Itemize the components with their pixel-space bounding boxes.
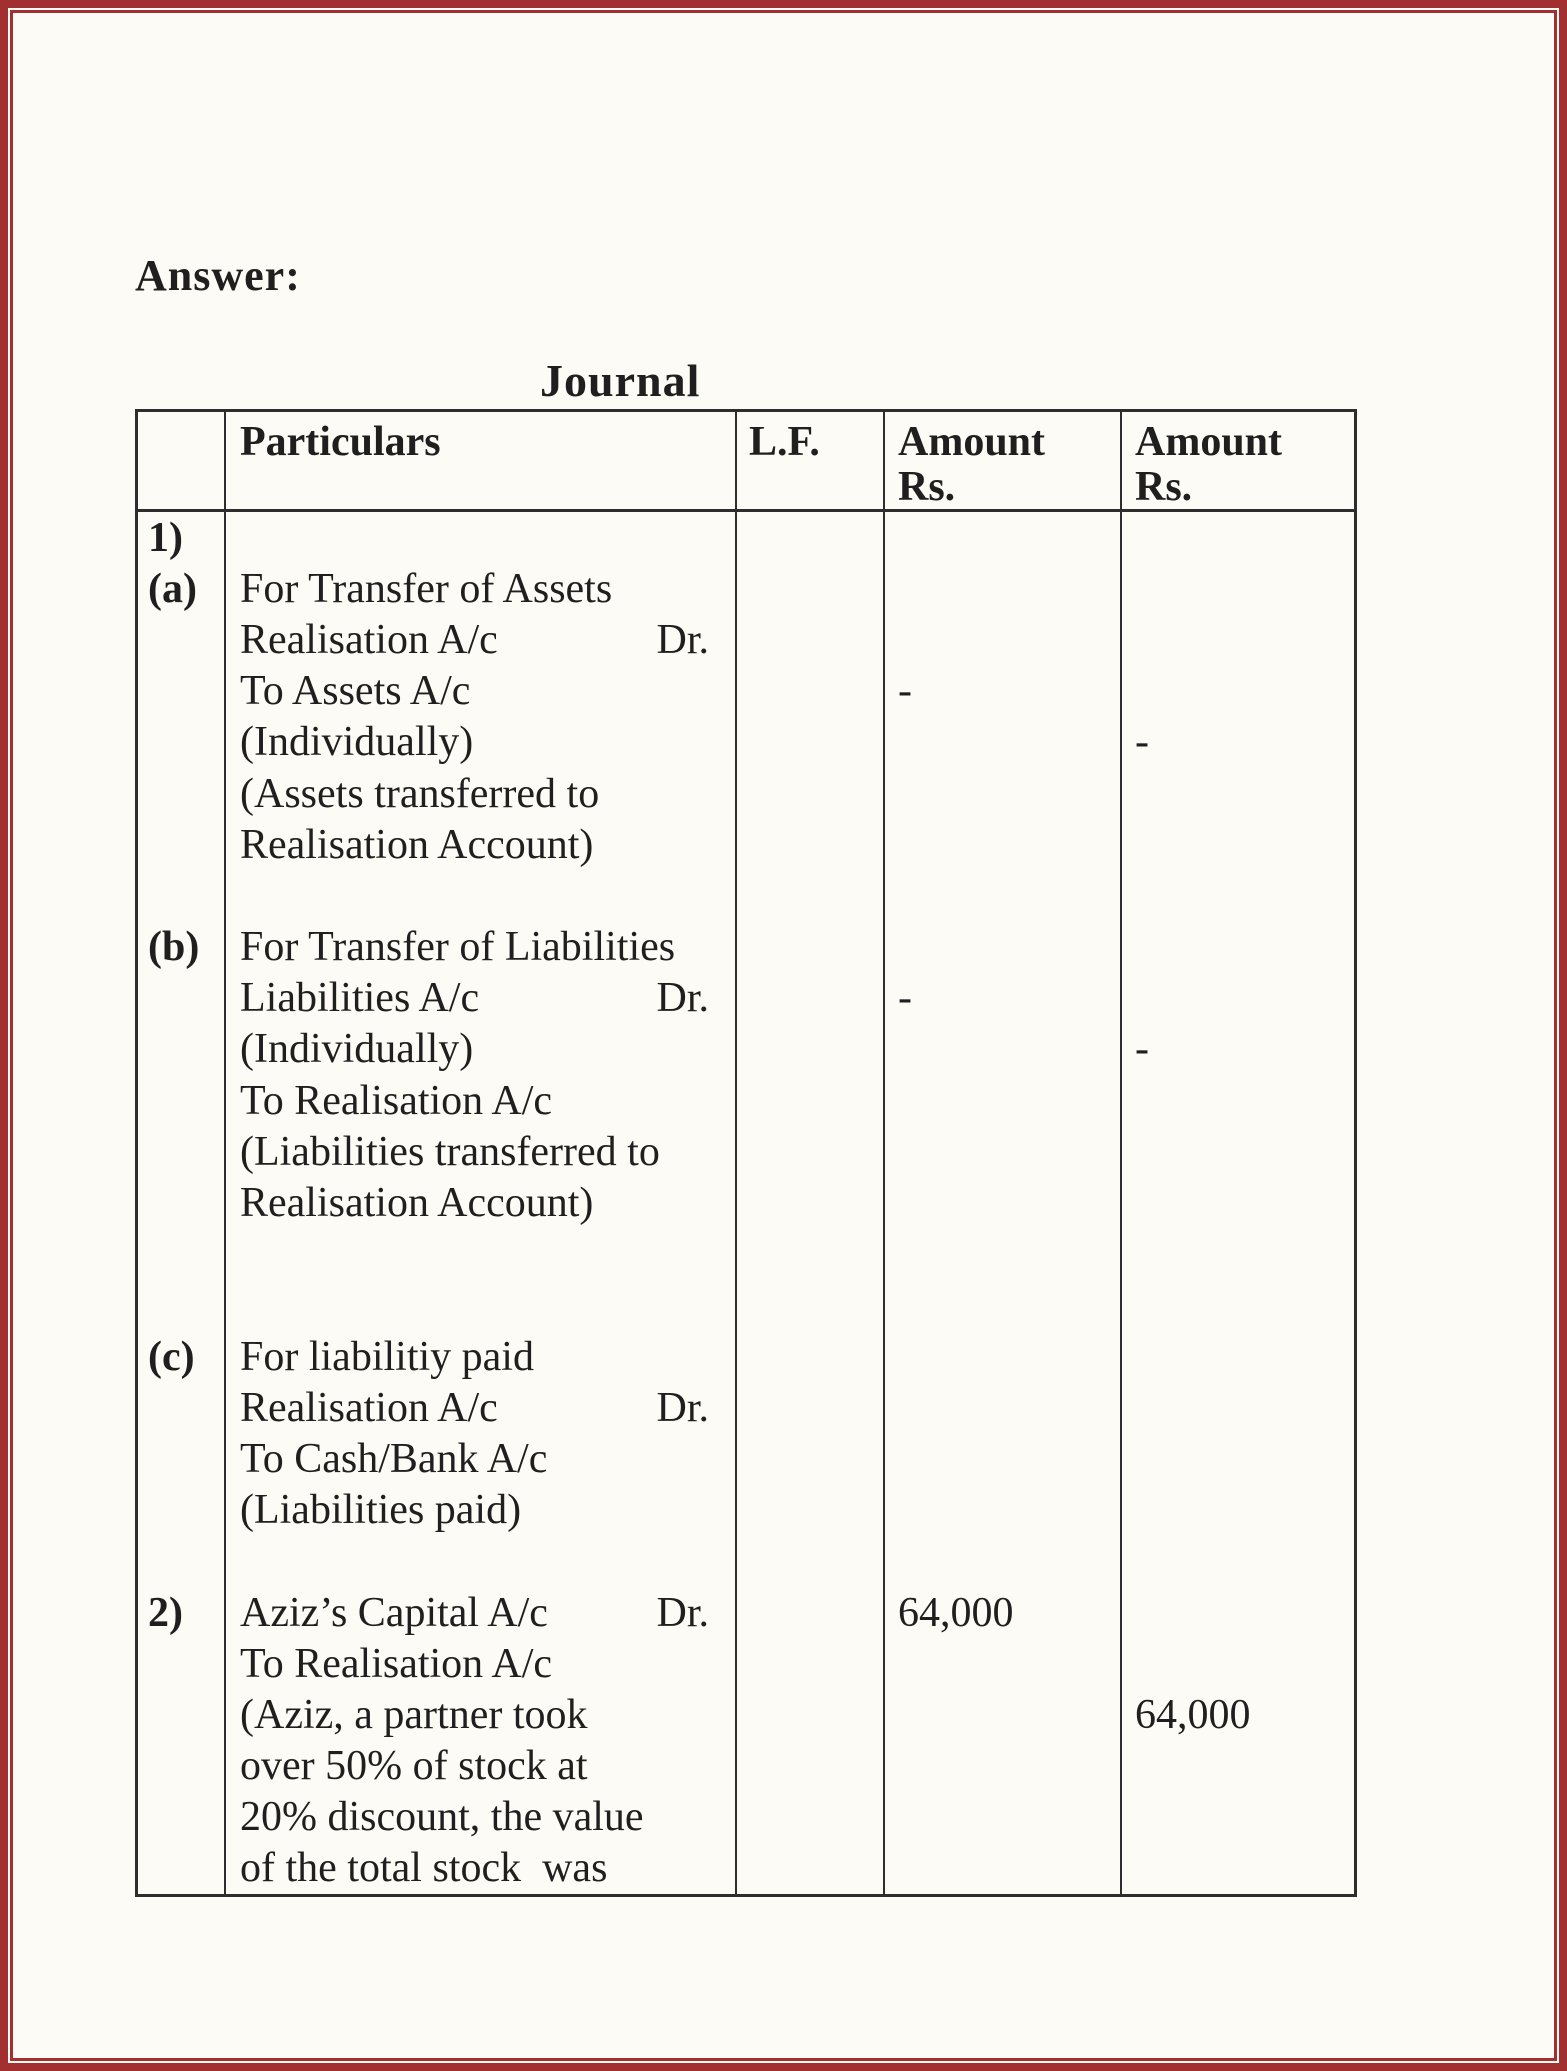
particulars-cell xyxy=(226,1689,737,1740)
amount-debit-cell xyxy=(885,1689,1122,1740)
lf-cell xyxy=(737,1741,885,1792)
amount-debit-cell xyxy=(885,1177,1122,1228)
entry-no-cell xyxy=(138,1792,226,1843)
table-row xyxy=(138,1843,1354,1894)
amount-credit-cell xyxy=(1122,922,1354,973)
amount-debit-cell xyxy=(885,768,1122,819)
journal-table xyxy=(135,409,1357,1897)
amount-credit-cell xyxy=(1122,1638,1354,1689)
particulars-cell xyxy=(226,717,737,768)
lf-cell xyxy=(737,614,885,665)
lf-cell xyxy=(737,512,885,563)
entry-no-cell xyxy=(138,1024,226,1075)
amount-credit-cell xyxy=(1122,1536,1354,1587)
particulars-text: (Individually) xyxy=(240,1026,474,1073)
particulars-cell xyxy=(226,512,737,563)
table-row xyxy=(138,870,1354,921)
lf-cell xyxy=(737,1792,885,1843)
amount-debit-cell xyxy=(885,870,1122,921)
particulars-cell xyxy=(226,819,737,870)
amount-debit-cell xyxy=(885,1229,1122,1280)
amount-credit-cell xyxy=(1122,819,1354,870)
particulars-cell xyxy=(226,563,737,614)
table-row xyxy=(138,1075,1354,1126)
lf-cell xyxy=(737,1485,885,1536)
lf-cell xyxy=(737,1229,885,1280)
particulars-text: Realisation Account) xyxy=(240,821,594,868)
entry-no-cell xyxy=(138,1075,226,1126)
particulars-cell xyxy=(226,1433,737,1484)
entry-no-cell xyxy=(138,614,226,665)
particulars-text: For Transfer of Assets xyxy=(240,565,613,612)
amount-credit-cell xyxy=(1122,614,1354,665)
lf-cell xyxy=(737,1689,885,1740)
lf-cell xyxy=(737,1075,885,1126)
table-row xyxy=(138,1177,1354,1228)
entry-no-cell xyxy=(138,1536,226,1587)
table-row xyxy=(138,1638,1354,1689)
amount-label: Amount xyxy=(1135,419,1283,465)
amount-debit-cell xyxy=(885,563,1122,614)
particulars-text: (Liabilities paid) xyxy=(240,1487,522,1534)
amount-credit-cell xyxy=(1122,512,1354,563)
particulars-cell xyxy=(226,614,737,665)
particulars-cell xyxy=(226,1331,737,1382)
entry-no-cell xyxy=(138,1638,226,1689)
particulars-cell xyxy=(226,666,737,717)
amount-debit-cell xyxy=(885,1433,1122,1484)
rs-label: Rs. xyxy=(1135,464,1193,510)
amount-debit-cell xyxy=(885,1075,1122,1126)
amount-credit-cell xyxy=(1122,563,1354,614)
particulars-cell xyxy=(226,1792,737,1843)
lf-cell xyxy=(737,1177,885,1228)
amount-credit-cell xyxy=(1122,870,1354,921)
table-row xyxy=(138,819,1354,870)
amount-credit-cell xyxy=(1122,1741,1354,1792)
lf-cell xyxy=(737,819,885,870)
amount-credit-cell xyxy=(1122,1792,1354,1843)
amount-credit-cell xyxy=(1122,1177,1354,1228)
table-row xyxy=(138,768,1354,819)
particulars-cell xyxy=(226,1587,737,1638)
entry-no-cell xyxy=(138,819,226,870)
lf-cell xyxy=(737,1280,885,1331)
amount-debit-cell xyxy=(885,922,1122,973)
table-row xyxy=(138,1485,1354,1536)
particulars-cell xyxy=(226,1843,737,1894)
amount-debit-cell xyxy=(885,1280,1122,1331)
header-amount-debit xyxy=(885,412,1122,509)
table-row xyxy=(138,1587,1354,1638)
lf-cell xyxy=(737,973,885,1024)
lf-cell xyxy=(737,1433,885,1484)
particulars-cell xyxy=(226,1638,737,1689)
dr-label: Dr. xyxy=(656,616,709,663)
lf-cell xyxy=(737,922,885,973)
particulars-text: Liabilities A/c xyxy=(240,975,480,1022)
amount-debit-cell: - xyxy=(885,973,1122,1024)
particulars-text: (Liabilities transferred to xyxy=(240,1128,660,1175)
particulars-text: (Individually) xyxy=(240,719,474,766)
table-row xyxy=(138,1229,1354,1280)
dr-label: Dr. xyxy=(656,975,709,1022)
table-row xyxy=(138,1126,1354,1177)
entry-no-cell xyxy=(138,1485,226,1536)
particulars-text: To Realisation A/c xyxy=(240,1640,553,1687)
dr-label: Dr. xyxy=(656,1384,709,1431)
entry-no-cell xyxy=(138,973,226,1024)
lf-cell xyxy=(737,1024,885,1075)
table-row xyxy=(138,922,1354,973)
amount-label: Amount xyxy=(898,419,1046,465)
entry-no-cell xyxy=(138,870,226,921)
amount-debit-cell xyxy=(885,1126,1122,1177)
amount-credit-cell xyxy=(1122,768,1354,819)
amount-credit-cell xyxy=(1122,1331,1354,1382)
lf-cell xyxy=(737,1382,885,1433)
particulars-text: Realisation Account) xyxy=(240,1180,594,1227)
particulars-text: (Aziz, a partner took xyxy=(240,1691,588,1738)
header-amount-credit xyxy=(1122,412,1354,509)
table-row xyxy=(138,717,1354,768)
table-row xyxy=(138,666,1354,717)
table-row xyxy=(138,1689,1354,1740)
entry-no-cell: (c) xyxy=(138,1331,226,1382)
table-row xyxy=(138,1433,1354,1484)
particulars-cell xyxy=(226,973,737,1024)
particulars-text: 20% discount, the value xyxy=(240,1794,644,1841)
table-row xyxy=(138,1536,1354,1587)
rs-label: Rs. xyxy=(898,464,956,510)
amount-credit-cell xyxy=(1122,1382,1354,1433)
entry-no-cell xyxy=(138,1689,226,1740)
amount-credit-cell: 64,000 xyxy=(1135,1691,1251,1738)
table-row xyxy=(138,1382,1354,1433)
lf-cell xyxy=(737,1587,885,1638)
particulars-text: over 50% of stock at xyxy=(240,1743,588,1790)
entry-no-cell xyxy=(138,666,226,717)
particulars-cell xyxy=(226,1536,737,1587)
dr-label: Dr. xyxy=(656,1589,709,1636)
entry-no-cell xyxy=(138,1126,226,1177)
particulars-text: To Assets A/c xyxy=(240,668,471,715)
amount-debit-cell: 64,000 xyxy=(885,1587,1122,1638)
particulars-text: Realisation A/c xyxy=(240,616,498,663)
amount-credit-cell: - xyxy=(1135,719,1149,766)
header-lf: L.F. xyxy=(737,412,885,509)
entry-no-cell: 2) xyxy=(138,1587,226,1638)
particulars-cell xyxy=(226,1024,737,1075)
particulars-cell xyxy=(226,1485,737,1536)
particulars-text: (Assets transferred to xyxy=(240,770,600,817)
table-body xyxy=(138,512,1354,1894)
particulars-cell xyxy=(226,1177,737,1228)
table-row xyxy=(138,1024,1354,1075)
header-entry-no xyxy=(138,412,226,509)
amount-debit-cell xyxy=(885,1638,1122,1689)
amount-debit-cell xyxy=(885,1485,1122,1536)
table-row xyxy=(138,563,1354,614)
particulars-cell xyxy=(226,870,737,921)
amount-debit-cell xyxy=(885,717,1122,768)
entry-no-cell xyxy=(138,1280,226,1331)
amount-debit-cell xyxy=(885,614,1122,665)
table-row xyxy=(138,1741,1354,1792)
particulars-text: Aziz’s Capital A/c xyxy=(240,1589,548,1636)
lf-cell xyxy=(737,563,885,614)
lf-cell xyxy=(737,1126,885,1177)
entry-no-cell: 1) xyxy=(138,512,226,563)
lf-cell xyxy=(737,1536,885,1587)
amount-debit-cell xyxy=(885,1792,1122,1843)
entry-no-cell xyxy=(138,1741,226,1792)
particulars-text: of the total stock was xyxy=(240,1845,608,1892)
entry-no-cell xyxy=(138,1382,226,1433)
amount-credit-cell xyxy=(1122,1843,1354,1894)
entry-no-cell xyxy=(138,1229,226,1280)
particulars-text: For Transfer of Liabilities xyxy=(240,924,676,971)
amount-debit-cell xyxy=(885,1331,1122,1382)
amount-debit-cell xyxy=(885,1024,1122,1075)
lf-cell xyxy=(737,1843,885,1894)
entry-no-cell xyxy=(138,717,226,768)
amount-credit-cell xyxy=(1122,1229,1354,1280)
amount-debit-cell: - xyxy=(885,666,1122,717)
amount-debit-cell xyxy=(885,1382,1122,1433)
particulars-text: Realisation A/c xyxy=(240,1384,498,1431)
table-row xyxy=(138,614,1354,665)
lf-cell xyxy=(737,666,885,717)
particulars-cell xyxy=(226,922,737,973)
amount-credit-cell xyxy=(1122,1587,1354,1638)
lf-cell xyxy=(737,870,885,921)
amount-credit-cell xyxy=(1122,1126,1354,1177)
particulars-cell xyxy=(226,1126,737,1177)
entry-no-cell xyxy=(138,768,226,819)
lf-cell xyxy=(737,1331,885,1382)
table-title: Journal xyxy=(540,355,701,406)
entry-no-cell: (b) xyxy=(138,922,226,973)
amount-debit-cell xyxy=(885,1843,1122,1894)
amount-debit-cell xyxy=(885,1536,1122,1587)
amount-credit-cell: - xyxy=(1135,1026,1149,1073)
particulars-cell xyxy=(226,1741,737,1792)
lf-cell xyxy=(737,717,885,768)
particulars-cell xyxy=(226,1229,737,1280)
particulars-cell xyxy=(226,1382,737,1433)
table-header-row xyxy=(138,412,1354,512)
amount-credit-cell xyxy=(1122,973,1354,1024)
amount-credit-cell xyxy=(1122,1075,1354,1126)
entry-no-cell xyxy=(138,1177,226,1228)
amount-credit-cell xyxy=(1122,1485,1354,1536)
answer-label: Answer: xyxy=(135,251,301,300)
table-row xyxy=(138,1331,1354,1382)
lf-cell xyxy=(737,1638,885,1689)
amount-credit-cell xyxy=(1122,666,1354,717)
particulars-text: To Realisation A/c xyxy=(240,1077,553,1124)
particulars-cell xyxy=(226,1075,737,1126)
amount-debit-cell xyxy=(885,512,1122,563)
entry-no-cell xyxy=(138,1843,226,1894)
header-particulars: Particulars xyxy=(226,412,737,509)
amount-credit-cell xyxy=(1122,1433,1354,1484)
amount-debit-cell xyxy=(885,819,1122,870)
lf-cell xyxy=(737,768,885,819)
table-row xyxy=(138,512,1354,563)
particulars-text: For liabilitiy paid xyxy=(240,1333,534,1380)
amount-credit-cell xyxy=(1122,1280,1354,1331)
particulars-cell xyxy=(226,768,737,819)
table-row xyxy=(138,973,1354,1024)
table-row xyxy=(138,1792,1354,1843)
particulars-text: To Cash/Bank A/c xyxy=(240,1435,548,1482)
entry-no-cell: (a) xyxy=(138,563,226,614)
particulars-cell xyxy=(226,1280,737,1331)
table-row xyxy=(138,1280,1354,1331)
amount-debit-cell xyxy=(885,1741,1122,1792)
entry-no-cell xyxy=(138,1433,226,1484)
